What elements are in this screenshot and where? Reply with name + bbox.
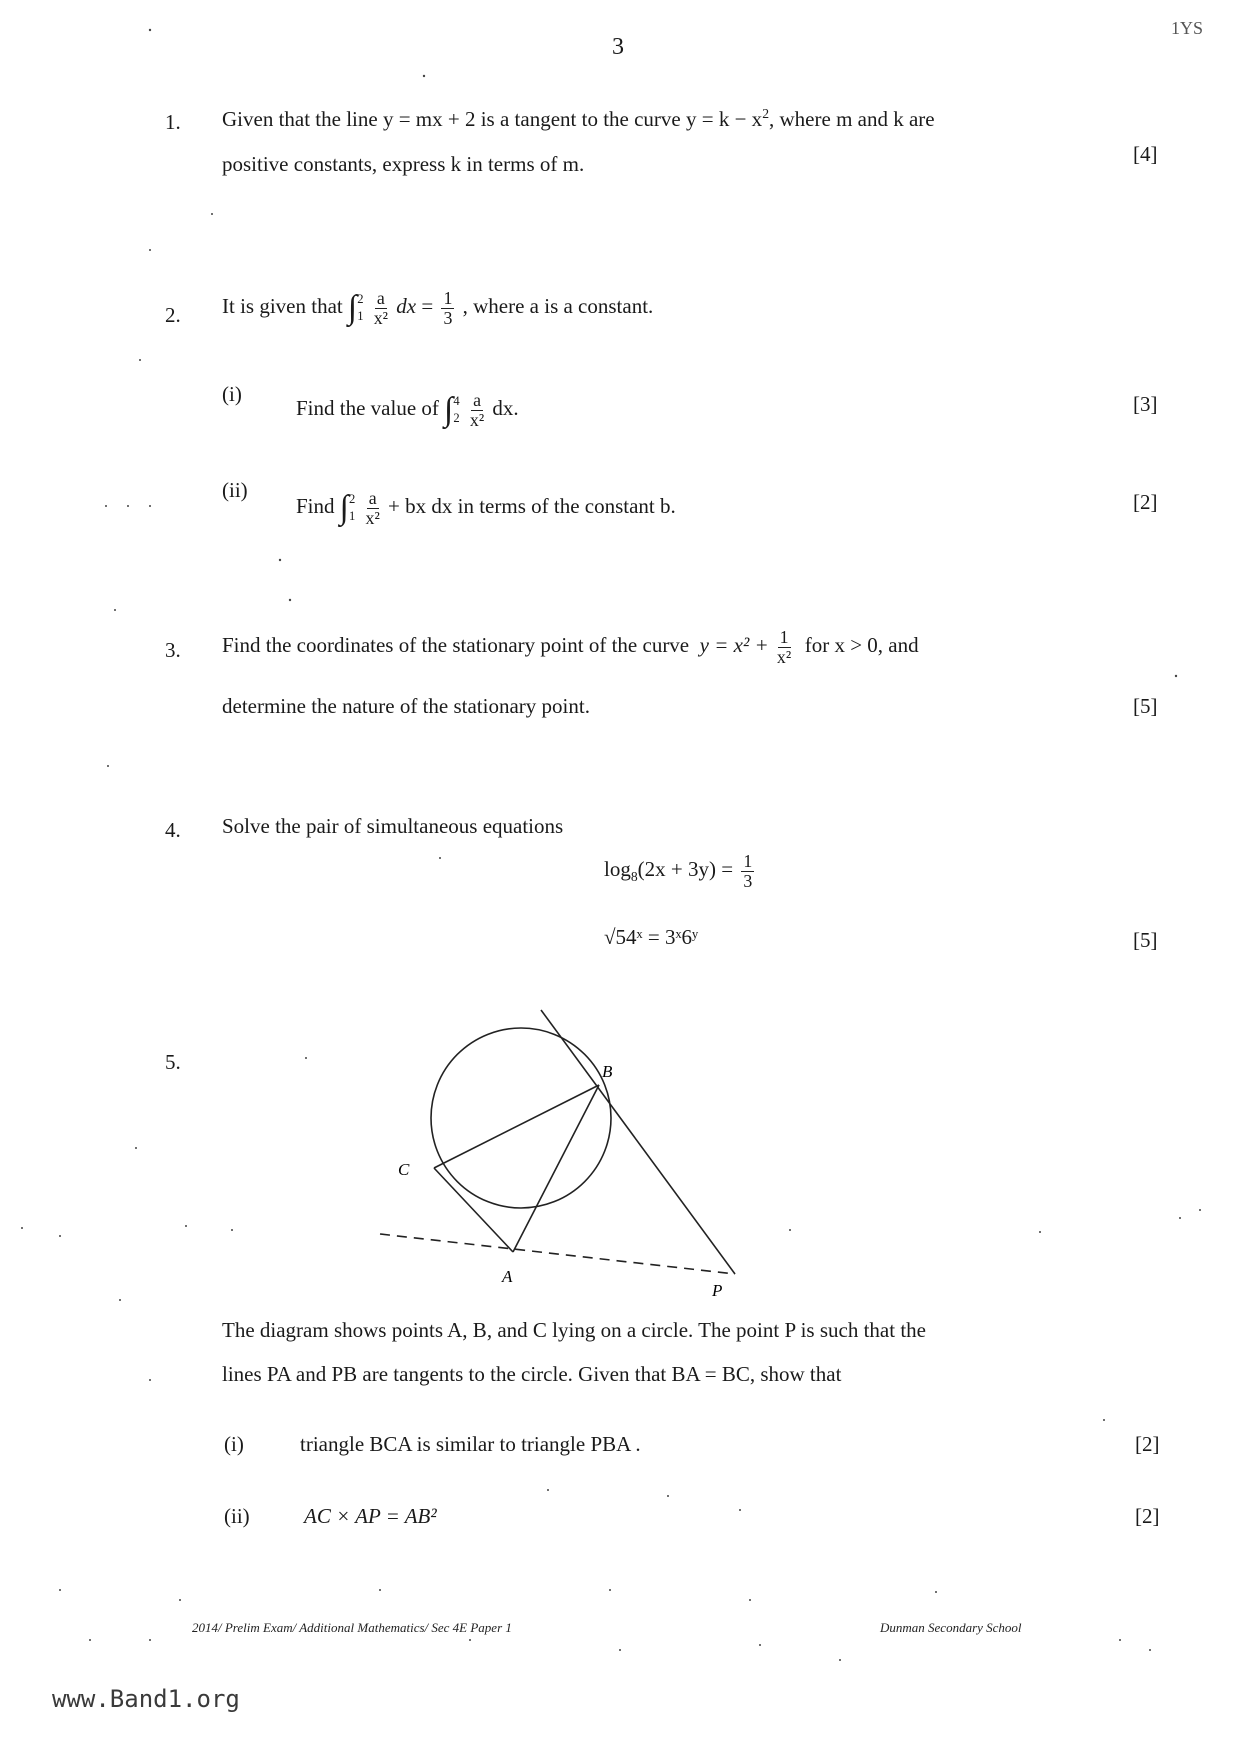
question-2-number: 2. (165, 303, 181, 327)
watermark: www.Band1.org (52, 1685, 240, 1713)
question-2-part-i-marks: [3] (1133, 392, 1158, 416)
label-A: A (502, 1267, 513, 1286)
question-2-part-i-label: (i) (222, 382, 242, 406)
integrand-num: a (376, 287, 385, 308)
log-base: 8 (630, 869, 638, 885)
integral-upper: 2 (348, 491, 356, 506)
integral-upper: 4 (453, 393, 460, 408)
part-ii-tail: + bx dx in terms of the constant b. (388, 493, 676, 518)
question-3-marks: [5] (1133, 694, 1158, 718)
label-C: C (398, 1160, 410, 1179)
corner-mark: 1YS (1170, 18, 1203, 38)
part-ii-text: Find (296, 493, 335, 518)
question-4-marks: [5] (1133, 928, 1158, 952)
integral-lower: 2 (453, 411, 460, 426)
footer-right: Dunman Secondary School (880, 1620, 1022, 1635)
question-2-part-ii-marks: [2] (1133, 490, 1158, 514)
curve-equation: y = x² + (699, 633, 769, 658)
question-5-part-ii-label: (ii) (224, 1504, 250, 1528)
integral-lower: 1 (357, 309, 364, 324)
rhs-den: 3 (443, 307, 453, 328)
label-P: P (712, 1281, 723, 1300)
question-1-text-a: Given that the line y = mx + 2 is a tangent to the curve y = k − x (222, 107, 763, 131)
question-5-part-i-marks: [2] (1135, 1432, 1160, 1456)
part-i-tail: dx. (492, 395, 519, 420)
part-i-text: Find the value of (296, 395, 439, 420)
page-number: 3 (612, 34, 624, 60)
log-text: log (604, 857, 631, 882)
question-3-number: 3. (165, 638, 181, 662)
question-5-part-ii-marks: [2] (1135, 1504, 1160, 1528)
question-2-stem: It is given that ∫ 2 1 $\frac{a}{\text{x²}}$ dx = $\frac{1}{3}$ , where a is a constant. (222, 287, 654, 328)
integrand-den: x² (469, 409, 485, 430)
integral-upper: 2 (357, 291, 364, 306)
question-5-number: 5. (165, 1050, 181, 1074)
label-B: B (602, 1062, 613, 1081)
question-1-marks: [4] (1133, 142, 1158, 166)
question-5-line-1: The diagram shows points A, B, and C lying on a circle. The point P is such that the (222, 1318, 926, 1342)
equation-1-body: (2x + 3y) = (637, 857, 734, 882)
question-3-text-b: for x > 0, and (804, 633, 919, 658)
integrand-den: x² (365, 507, 380, 528)
question-5-line-2: lines PA and PB are tangents to the circle. Given that BA = BC, show that (222, 1362, 842, 1386)
question-5-part-i-text: triangle BCA is similar to triangle PBA . (300, 1432, 641, 1456)
equation-2: √54ˣ = 3ˣ6ʸ (604, 925, 699, 949)
question-5-part-ii-text: AC × AP = AB² (304, 1504, 437, 1528)
eq1-den: 3 (743, 870, 753, 891)
integrand-num: a (368, 487, 377, 508)
curve-num: 1 (779, 627, 789, 647)
question-2-part-ii-label: (ii) (222, 478, 248, 502)
question-1-text-b: , where m and k are (769, 107, 935, 131)
eq1-num: 1 (743, 851, 753, 871)
integral-sign: ∫ (339, 489, 349, 526)
question-3-line-2: determine the nature of the stationary point. (222, 694, 590, 718)
question-1-number: 1. (165, 110, 181, 134)
integral-sign: ∫ (444, 391, 454, 428)
question-3-text-a: Find the coordinates of the stationary point of the curve (222, 633, 690, 658)
question-4-text: Solve the pair of simultaneous equations (222, 814, 564, 838)
integrand-num: a (473, 389, 481, 410)
curve-den: x² (776, 646, 792, 667)
integral-lower: 1 (348, 509, 356, 524)
integral-sign: ∫ (347, 289, 358, 326)
integrand-den: x² (373, 307, 389, 328)
question-2-stem-a: It is given that (222, 293, 343, 318)
question-5-part-i-label: (i) (224, 1432, 244, 1456)
footer-left: 2014/ Prelim Exam/ Additional Mathematics/ Sec 4E Paper 1 (192, 1620, 512, 1635)
rhs-num: 1 (443, 287, 453, 308)
question-1-line-2: positive constants, express k in terms of m. (222, 152, 585, 176)
question-1-exponent: 2 (762, 106, 770, 121)
question-4-number: 4. (165, 818, 181, 842)
question-2-stem-b: , where a is a constant. (462, 293, 654, 318)
